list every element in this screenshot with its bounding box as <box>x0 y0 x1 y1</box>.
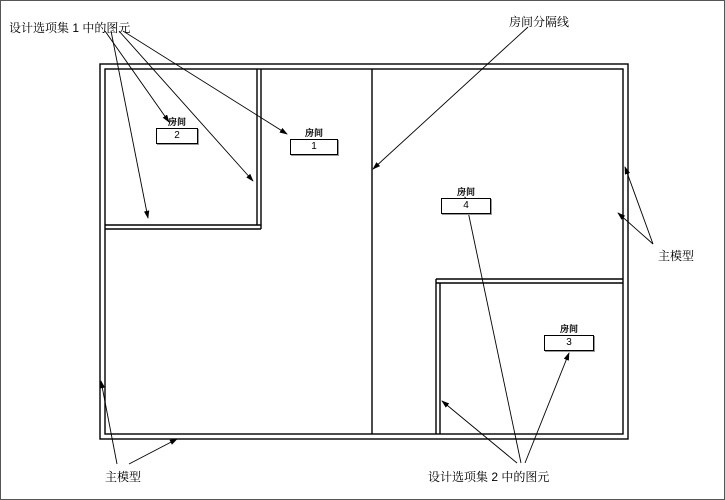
room-tag-2[interactable] <box>156 117 198 144</box>
annotation-design-option-set-2: 设计选项集 2 中的图元 <box>428 470 550 484</box>
leader-opt2-c <box>442 401 517 463</box>
room-number-label: 2 <box>156 128 198 144</box>
leader-opt1-b <box>119 31 253 181</box>
leader-sep-line <box>373 27 528 169</box>
room-number-label: 1 <box>290 139 338 155</box>
room-number-label: 4 <box>441 198 491 214</box>
room-tag-3[interactable] <box>544 324 594 351</box>
floor-plan-graphic <box>1 1 725 500</box>
annotation-room-separation-line: 房间分隔线 <box>509 15 570 29</box>
leader-main-right-a <box>625 167 653 244</box>
leader-opt2-a <box>465 197 521 463</box>
room-name-label: 房间 <box>559 324 578 334</box>
leader-lines <box>101 27 653 464</box>
room-tag-1[interactable] <box>290 128 338 155</box>
room-tag-4[interactable] <box>441 187 491 214</box>
annotation-main-model-right: 主模型 <box>658 249 695 263</box>
room-number-label: 3 <box>544 335 594 351</box>
leader-opt1-c <box>123 31 287 134</box>
leader-main-bottom-b <box>129 439 177 464</box>
leader-opt2-b <box>525 353 569 463</box>
annotation-design-option-set-1: 设计选项集 1 中的图元 <box>9 21 131 35</box>
upper-left-room-walls <box>105 69 261 229</box>
leader-main-bottom-a <box>101 381 117 464</box>
room-name-label: 房间 <box>304 128 323 138</box>
leader-opt1-a <box>111 31 148 218</box>
lower-right-room-walls <box>436 279 623 434</box>
annotation-main-model-bottom: 主模型 <box>105 470 142 484</box>
room-name-label: 房间 <box>456 187 475 197</box>
room-name-label: 房间 <box>167 117 186 127</box>
